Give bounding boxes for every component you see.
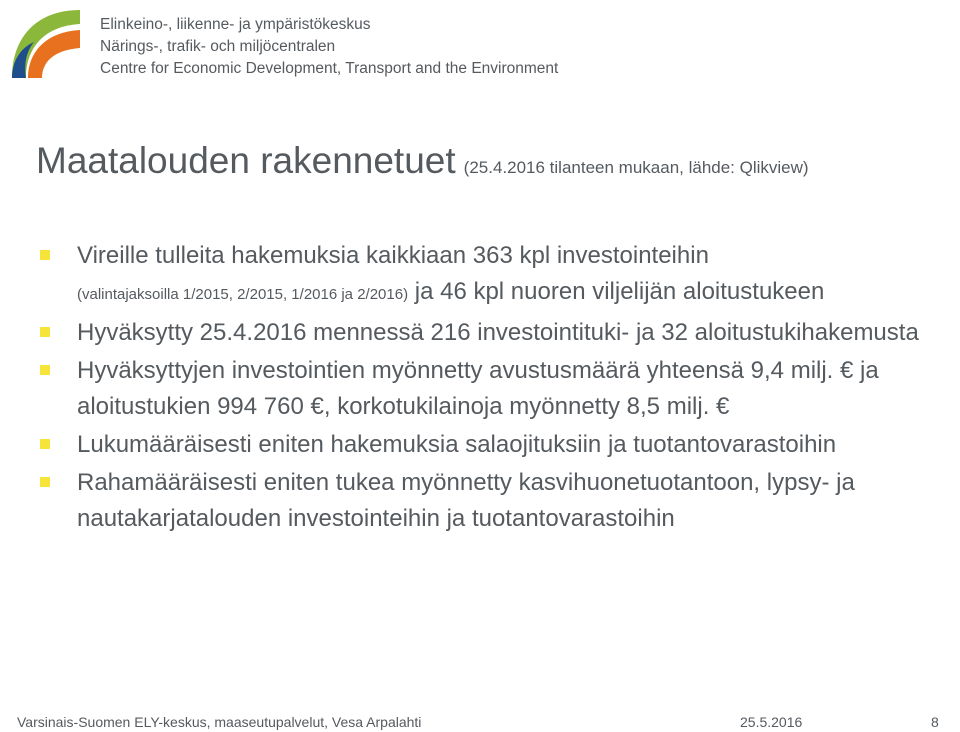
org-name-fi: Elinkeino-, liikenne- ja ympäristökeskus (100, 16, 371, 33)
bullet-text: Vireille tulleita hakemuksia kaikkiaan 363 kpl investointeihin (77, 242, 709, 269)
footer-date: 25.5.2016 (740, 714, 803, 730)
bullet-text: Hyväksytty 25.4.2016 mennessä 216 investointituki- ja 32 aloitustukihakemusta (77, 319, 919, 346)
slide-title (36, 140, 809, 182)
bullet-item (40, 353, 945, 425)
bullet-item (40, 315, 945, 351)
footer-author: Varsinais-Suomen ELY-keskus, maaseutupalvelut, Vesa Arpalahti (17, 714, 422, 730)
bullet-item (40, 427, 945, 463)
bullet-text: Rahamääräisesti eniten tukea myönnetty kasvihuonetuotantoon, lypsy- ja nautakarjatalouden investointeihin ja tuotantovarastoihin (77, 469, 855, 532)
organization-name (100, 14, 558, 80)
bullet-text-rest: ja 46 kpl nuoren viljelijän aloitustukeen (408, 278, 825, 305)
title-main: Maatalouden rakennetuet (36, 140, 456, 181)
bullet-list (40, 238, 945, 539)
bullet-item (40, 238, 945, 313)
org-name-en: Centre for Economic Development, Transport and the Environment (100, 60, 559, 77)
bullet-text: Hyväksyttyjen investointien myönnetty avustusmäärä yhteensä 9,4 milj. € ja aloitustukien 994 760 €, korkotukilainoja myönnetty 8,5 milj. € (77, 357, 879, 420)
bullet-square-icon (40, 365, 50, 375)
bullet-square-icon (40, 327, 50, 337)
bullet-text: Lukumääräisesti eniten hakemuksia salaojituksiin ja tuotantovarastoihin (77, 431, 837, 458)
bullet-square-icon (40, 477, 50, 487)
bullet-item (40, 465, 945, 537)
org-name-sv: Närings-, trafik- och miljöcentralen (100, 38, 336, 55)
title-subtitle: (25.4.2016 tilanteen mukaan, lähde: Qlikview) (463, 158, 809, 177)
ely-logo (6, 4, 86, 84)
page-number: 8 (931, 714, 939, 730)
bullet-square-icon (40, 250, 50, 260)
bullet-square-icon (40, 439, 50, 449)
bullet-small-text: (valintajaksoilla 1/2015, 2/2015, 1/2016 ja 2/2016) (77, 286, 409, 303)
